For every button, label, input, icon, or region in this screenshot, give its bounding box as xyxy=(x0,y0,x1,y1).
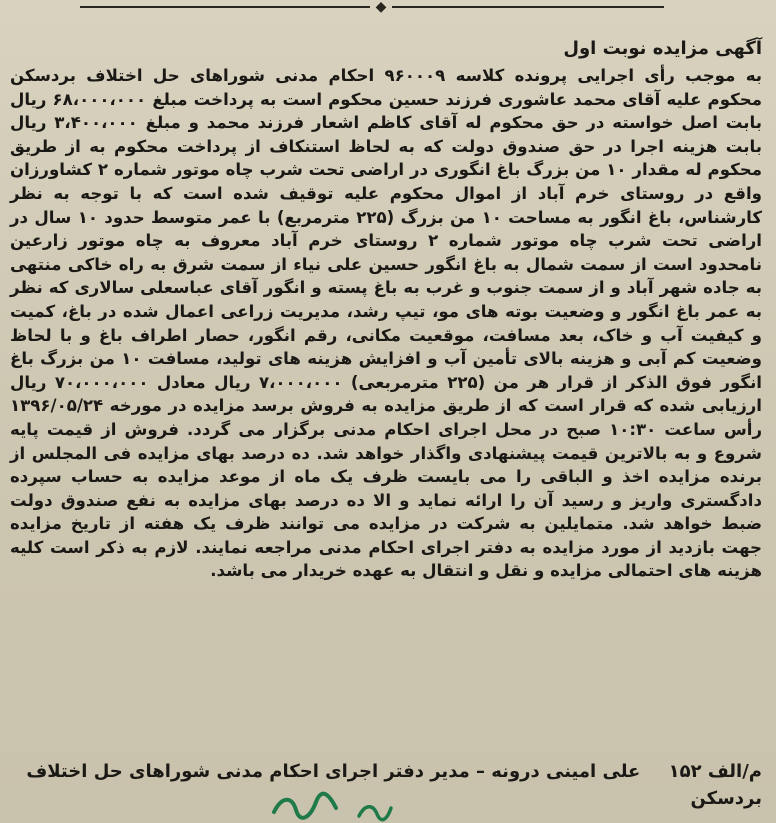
notice-body xyxy=(10,64,762,583)
top-rule-left xyxy=(80,6,370,8)
stamp-mark-icon xyxy=(270,790,340,820)
diamond-ornament-icon: ◆ xyxy=(375,0,387,15)
top-rule-right xyxy=(392,6,664,8)
stamp-mark-small-icon xyxy=(355,800,395,822)
reference-number: م/الف ۱۵۲ xyxy=(668,761,762,782)
signatory: علی امینی درونه – مدیر دفتر اجرای احکام مدنی شوراهای حل اختلاف بردسکن xyxy=(26,761,762,809)
notice-paragraph: به موجب رأی اجرایی پرونده کلاسه ۹۶۰۰۰۹ احکام مدنی شوراهای حل اختلاف بردسکن محکوم علیه آقای محمد عاشوری فرزند حسین محکوم است به پرداخت مبلغ ۶۸،۰۰۰،۰۰۰ ریال بابت اصل خواسته در حق محکوم له آقای کاظم اشعار فرزند محمد و مبلغ ۳،۴۰۰،۰۰۰ ریال بابت هزینه اجرا در حق صندوق دولت که به لحاظ استنکاف از پرداخت محکوم به از طریق محکوم له مقدار ۱۰ من بزرگ باغ انگوری در اراضی تحت شرب چاه موتور شماره ۲ کشاورزان واقع در روستای خرم آباد از اموال محکوم علیه توقیف شده است که با توجه به نظر کارشناس، باغ انگور به مساحت ۱۰ من بزرگ (۲۲۵ مترمربع) با عمر متوسط حدود ۱۰ سال در اراضی تحت شرب چاه موتور شماره ۲ روستای خرم آباد معروف به چاه موتور زارعین نامحدود است از سمت شمال به باغ انگور حسین علی نیاء از سمت شرق به راه خاکی منتهی به جاده شهر آباد و از سمت جنوب و غرب به باغ پسته و انگور آقای عباسعلی سالاری که نظر به عمر باغ انگور و وضعیت بوته های مو، تیپ رشد، مدیریت زراعی اعمال شده در باغ، کمیت و کیفیت آب و خاک، بعد مسافت، موقعیت مکانی، رقم انگور، حصار اطراف باغ و با لحاظ وضعیت کم آبی و هزینه بالای تأمین آب و افزایش هزینه های تولید، مسافت ۱۰ من بزرگ باغ انگور فوق الذکر از قرار هر من (۲۲۵ مترمربعی) ۷،۰۰۰،۰۰۰ ریال معادل ۷۰،۰۰۰،۰۰۰ ریال ارزیابی شده که قرار است که از طریق مزایده به فروش برسد مزایده در مورخه ۱۳۹۶/۰۵/۲۴ رأس ساعت ۱۰:۳۰ صبح در محل اجرای احکام مدنی برگزار می گردد. فروش از قیمت پایه شروع و به بالاترین قیمت پیشنهادی واگذار خواهد شد. ده درصد بهای مزایده فی المجلس از برنده مزایده اخذ و الباقی را می بایست ظرف یک ماه از موعد مزایده به حساب سپرده دادگستری واریز و رسید آن را ارائه نماید و الا ده درصد بهای مزایده به نفع صندوق دولت ضبط خواهد شد. متمایلین به شرکت در مزایده می توانند ظرف یک هفته از تاریخ مزایده جهت بازدید از مورد مزایده به دفتر اجرای احکام مدنی مراجعه نمایند. لازم به ذکر است کلیه هزینه های احتمالی مزایده و نقل و انتقال به عهده خریدار می باشد. xyxy=(10,66,763,581)
notice-title: آگهی مزایده نوبت اول xyxy=(563,38,762,59)
